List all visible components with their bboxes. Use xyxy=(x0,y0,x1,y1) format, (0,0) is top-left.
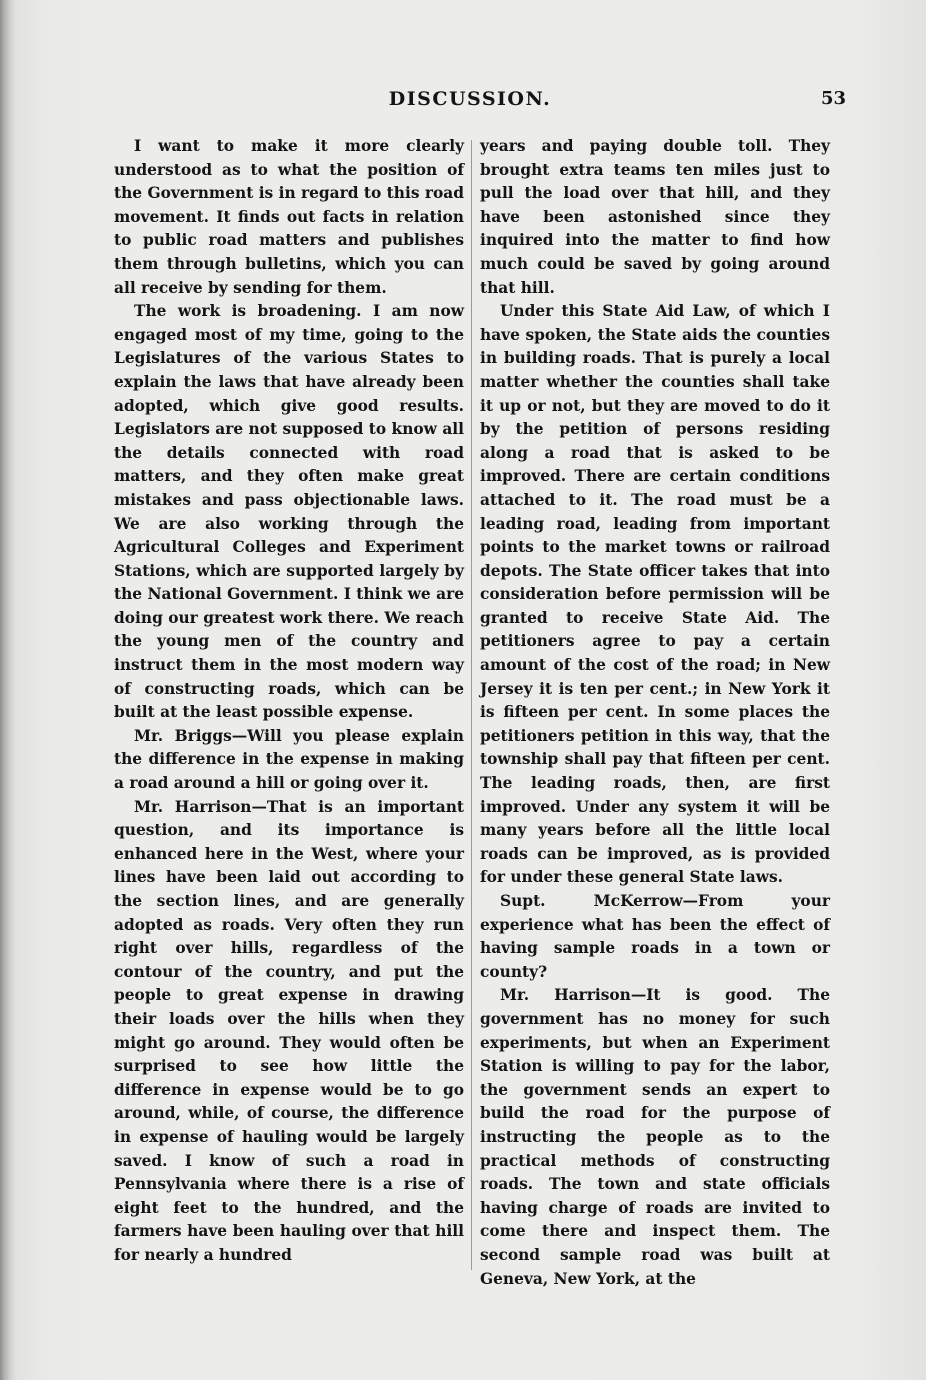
paragraph: Mr. Harrison—That is an important question, and its importance is enhanced here in the West, where your lines have been laid out according to the section lines, and are generally adopted as roads. Very often they run right over hills, regardless of the contour of the country, and put the people to great expense in drawing their loads over the hills when they might go around. They would often be surprised to see how little the difference in expense would be to go around, while, of course, the difference in expense of hauling would be largely saved. I know of such a road in Pennsylvania where there is a rise of eight feet to the hundred, and the farmers have been hauling over that hill for nearly a hundred xyxy=(114,797,464,1264)
column-divider xyxy=(471,140,472,1270)
paragraph: Mr. Briggs—Will you please explain the difference in the expense in making a road around a hill or going over it. xyxy=(114,726,464,793)
paragraph-continuation: years and paying double toll. They brought extra teams ten miles just to pull the load over that hill, and they have been astonished since they inquired into the matter to find how much could be saved by going around that hill. xyxy=(480,137,830,297)
book-binding-edge xyxy=(0,0,16,1380)
page-number: 53 xyxy=(820,88,846,109)
running-header-title: DISCUSSION. xyxy=(388,88,552,110)
right-column xyxy=(480,135,830,1291)
paragraph: Mr. Harrison—It is good. The government has no money for such experiments, but when an Experiment Station is willing to pay for the labor, the government sends an expert to build the road for the purpose of instructing the people as to the practical methods of constructing roads. The town and state officials having charge of roads are invited to come there and inspect them. The second sample road was built at Geneva, New York, at the xyxy=(480,986,830,1288)
paragraph: I want to make it more clearly understood as to what the position of the Government is in regard to this road movement. It finds out facts in relation to public road matters and publishes them through bulletins, which you can all receive by sending for them. xyxy=(114,137,464,297)
left-column xyxy=(114,135,464,1268)
paragraph: The work is broadening. I am now engaged most of my time, going to the Legislatures of the various States to explain the laws that have already been adopted, which give good results. Legislators are not supposed to know all the details connected with road matters, and they often make great mistakes and pass objectionable laws. We are also working through the Agricultural Colleges and Experiment Stations, which are supported largely by the National Government. I think we are doing our greatest work there. We reach the young men of the country and instruct them in the most modern way of constructing roads, which can be built at the least possible expense. xyxy=(114,302,464,722)
paragraph: Under this State Aid Law, of which I have spoken, the State aids the counties in building roads. That is purely a local matter whether the counties shall take it up or not, but they are moved to do it by the petition of persons residing along a road that is asked to be improved. There are certain conditions attached to it. The road must be a leading road, leading from important points to the market towns or railroad depots. The State officer takes that into consideration before permission will be granted to receive State Aid. The petitioners agree to pay a certain amount of the cost of the road; in New Jersey it is ten per cent.; in New York it is fifteen per cent. In some places the petitioners petition in this way, that the township shall pay that fifteen per cent. The leading roads, then, are first improved. Under any system it will be many years before all the little local roads can be improved, as is provided for under these general State laws. xyxy=(480,302,830,887)
paragraph: Supt. McKerrow—From your experience what has been the effect of having sample roads in a town or county? xyxy=(480,892,830,981)
